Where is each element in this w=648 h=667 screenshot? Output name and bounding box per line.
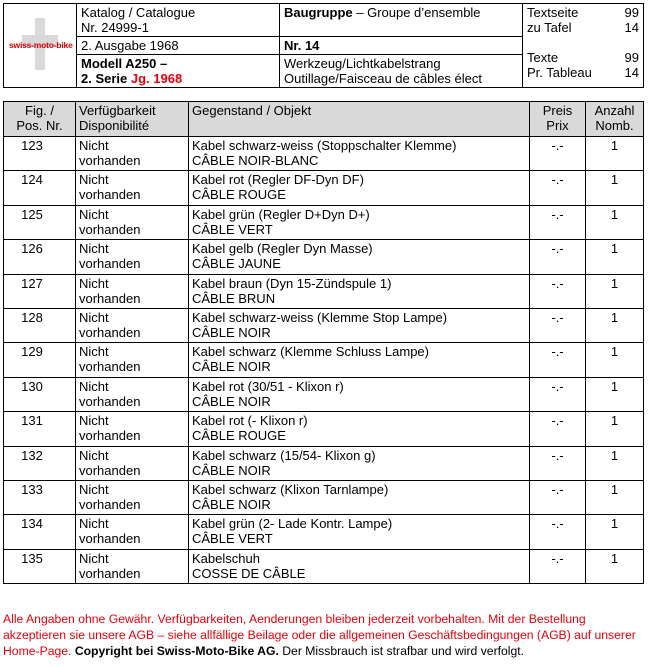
- object-de: Kabel rot (30/51 - Klixon r): [192, 378, 344, 394]
- price-cell: [530, 274, 586, 308]
- text-page-label: Textseite: [527, 5, 579, 20]
- object-de: Kabel schwarz-weiss (Klemme Stop Lampe): [192, 309, 448, 325]
- catalogue-number: Nr. 24999-1: [81, 20, 149, 35]
- pos-pos: 134: [21, 516, 43, 532]
- table-row: [4, 205, 644, 239]
- footer-misuse: Der Missbrauch ist strafbar und wird verfolgt.: [282, 644, 525, 658]
- object-cell: [189, 240, 530, 274]
- texte-line: [527, 50, 639, 65]
- availability-cell: [76, 515, 189, 549]
- pos-pos: 133: [21, 481, 43, 497]
- table-row: [4, 240, 644, 274]
- model-cell: [77, 55, 280, 88]
- group-title-rest: – Groupe d’ensemble: [352, 5, 481, 20]
- parts-table-body: [4, 137, 644, 584]
- pos-cell: [4, 480, 76, 514]
- pos-pos: 127: [21, 275, 43, 291]
- availability-avail1: Nicht: [79, 378, 109, 394]
- object-de: Kabel rot (Regler DF-Dyn DF): [192, 172, 364, 188]
- qty-qty: 1: [610, 550, 619, 566]
- qty-cell: [586, 171, 644, 205]
- availability-cell: [76, 412, 189, 446]
- availability-avail1: Nicht: [79, 241, 109, 257]
- availability-avail2: vorhanden: [79, 428, 141, 444]
- qty-qty: 1: [610, 172, 619, 188]
- availability-avail1: Nicht: [79, 309, 109, 325]
- object-cell: [189, 515, 530, 549]
- footer-copyright: Copyright bei Swiss-Moto-Bike AG.: [74, 644, 279, 658]
- group-title-bold: Baugruppe: [284, 5, 353, 20]
- availability-cell: [76, 480, 189, 514]
- price-price: -.-: [551, 138, 564, 153]
- qty-cell: [586, 308, 644, 342]
- price-cell: [530, 377, 586, 411]
- pos-pos: 130: [21, 378, 43, 394]
- pos-cell: [4, 412, 76, 446]
- qty-cell: [586, 446, 644, 480]
- pos-cell: [4, 446, 76, 480]
- object-fr: CÂBLE JAUNE: [192, 256, 281, 272]
- price-cell: [530, 171, 586, 205]
- qty-qty: 1: [610, 516, 619, 532]
- availability-cell: [76, 137, 189, 171]
- pos-cell: [4, 274, 76, 308]
- availability-avail2: vorhanden: [79, 290, 141, 306]
- object-cell: [189, 274, 530, 308]
- parts-table: [3, 101, 644, 584]
- object-de: Kabel grün (Regler D+Dyn D+): [192, 206, 370, 222]
- table-row: [4, 515, 644, 549]
- pos-pos: 131: [21, 413, 43, 429]
- group-number: Nr. 14: [284, 38, 320, 53]
- availability-avail2: vorhanden: [79, 324, 141, 340]
- to-plate-label: zu Tafel: [527, 20, 572, 35]
- availability-avail2: vorhanden: [79, 496, 141, 512]
- price-cell: [530, 205, 586, 239]
- pos-pos: 125: [21, 206, 43, 222]
- qty-cell: [586, 480, 644, 514]
- availability-avail2: vorhanden: [79, 359, 141, 375]
- col-header-pos: Fig. / Pos. Nr.: [4, 102, 76, 137]
- catalogue-label: Katalog / Catalogue: [81, 5, 196, 20]
- object-fr: CÂBLE NOIR: [192, 359, 271, 375]
- object-de: Kabelschuh: [192, 550, 260, 566]
- availability-cell: [76, 377, 189, 411]
- availability-avail1: Nicht: [79, 275, 109, 291]
- availability-avail2: vorhanden: [79, 393, 141, 409]
- col-header-availability: Verfügbarkeit Disponibilité: [76, 102, 189, 137]
- col-header-qty: Anzahl Nomb.: [586, 102, 644, 137]
- object-cell: [189, 480, 530, 514]
- logo-wordmark: swiss-moto-bike: [9, 40, 73, 50]
- pos-cell: [4, 171, 76, 205]
- availability-cell: [76, 240, 189, 274]
- qty-cell: [586, 240, 644, 274]
- availability-avail1: Nicht: [79, 172, 109, 188]
- object-cell: [189, 343, 530, 377]
- availability-cell: [76, 274, 189, 308]
- tableau-value: 14: [624, 65, 639, 80]
- qty-cell: [586, 205, 644, 239]
- parts-table-header-row: [4, 102, 644, 137]
- pos-cell: [4, 205, 76, 239]
- pos-pos: 128: [21, 309, 43, 325]
- pos-cell: [4, 549, 76, 583]
- availability-avail2: vorhanden: [79, 187, 141, 203]
- object-cell: [189, 549, 530, 583]
- price-price: -.-: [551, 516, 564, 532]
- pos-pos: 129: [21, 344, 43, 360]
- object-cell: [189, 205, 530, 239]
- catalogue-cell: [77, 4, 280, 37]
- qty-qty: 1: [610, 206, 619, 222]
- availability-avail1: Nicht: [79, 550, 109, 566]
- availability-avail2: vorhanden: [79, 221, 141, 237]
- table-row: [4, 137, 644, 171]
- text-page-value: 99: [624, 5, 639, 20]
- price-price: -.-: [551, 275, 564, 291]
- col-header-object: Gegenstand / Objekt: [189, 102, 530, 137]
- texte-label: Texte: [527, 50, 559, 65]
- object-fr: COSSE DE CÂBLE: [192, 565, 306, 581]
- availability-avail1: Nicht: [79, 206, 109, 222]
- object-de: Kabel schwarz-weiss (Stoppschalter Klemme): [192, 138, 457, 153]
- object-cell: [189, 137, 530, 171]
- table-row: [4, 480, 644, 514]
- availability-avail1: Nicht: [79, 344, 109, 360]
- qty-qty: 1: [610, 447, 619, 463]
- table-row: [4, 377, 644, 411]
- pos-cell: [4, 308, 76, 342]
- object-de: Kabel schwarz (Klemme Schluss Lampe): [192, 344, 429, 360]
- footer-disclaimer: [3, 611, 648, 659]
- col-header-price: Preis Prix: [530, 102, 586, 137]
- qty-qty: 1: [610, 138, 619, 153]
- table-row: [4, 171, 644, 205]
- availability-cell: [76, 446, 189, 480]
- price-cell: [530, 549, 586, 583]
- object-de: Kabel grün (2- Lade Kontr. Lampe): [192, 516, 393, 532]
- price-price: -.-: [551, 550, 564, 566]
- qty-cell: [586, 515, 644, 549]
- object-cell: [189, 377, 530, 411]
- texte-value: 99: [624, 50, 639, 65]
- qty-cell: [586, 274, 644, 308]
- to-plate-line: [527, 20, 639, 35]
- page-reference-cell: [523, 4, 644, 88]
- object-fr: CÂBLE NOIR: [192, 462, 271, 478]
- tableau-line: [527, 65, 639, 80]
- text-page-line: [527, 5, 639, 20]
- price-price: -.-: [551, 172, 564, 188]
- availability-avail1: Nicht: [79, 447, 109, 463]
- pos-pos: 126: [21, 241, 43, 257]
- pos-cell: [4, 377, 76, 411]
- price-price: -.-: [551, 206, 564, 222]
- table-row: [4, 549, 644, 583]
- table-row: [4, 274, 644, 308]
- logo-cell: [4, 4, 77, 88]
- pos-pos: 132: [21, 447, 43, 463]
- availability-avail2: vorhanden: [79, 153, 141, 168]
- qty-cell: [586, 137, 644, 171]
- price-price: -.-: [551, 413, 564, 429]
- price-price: -.-: [551, 481, 564, 497]
- price-cell: [530, 515, 586, 549]
- object-fr: CÂBLE VERT: [192, 221, 273, 237]
- object-fr: CÂBLE NOIR: [192, 393, 271, 409]
- qty-qty: 1: [610, 241, 619, 257]
- qty-cell: [586, 549, 644, 583]
- object-cell: [189, 446, 530, 480]
- price-cell: [530, 412, 586, 446]
- qty-cell: [586, 343, 644, 377]
- pos-pos: 135: [21, 550, 43, 566]
- series-prefix: 2. Serie: [81, 71, 131, 86]
- table-row: [4, 412, 644, 446]
- object-cell: [189, 412, 530, 446]
- availability-cell: [76, 308, 189, 342]
- object-fr: CÂBLE NOIR: [192, 496, 271, 512]
- qty-qty: 1: [610, 413, 619, 429]
- group-name-cell: [280, 55, 523, 88]
- pos-cell: [4, 343, 76, 377]
- availability-avail1: Nicht: [79, 481, 109, 497]
- availability-avail2: vorhanden: [79, 462, 141, 478]
- price-cell: [530, 480, 586, 514]
- group-title-cell: [280, 4, 523, 37]
- price-cell: [530, 137, 586, 171]
- object-de: Kabel schwarz (Klixon Tarnlampe): [192, 481, 389, 497]
- price-price: -.-: [551, 309, 564, 325]
- object-fr: CÂBLE VERT: [192, 531, 273, 547]
- qty-qty: 1: [610, 309, 619, 325]
- table-row: [4, 308, 644, 342]
- qty-cell: [586, 412, 644, 446]
- price-price: -.-: [551, 447, 564, 463]
- availability-avail1: Nicht: [79, 138, 109, 153]
- pos-cell: [4, 137, 76, 171]
- pos-cell: [4, 240, 76, 274]
- group-name-fr: Outillage/Faisceau de câbles élect: [284, 71, 483, 86]
- footer-warning: Alle Angaben ohne Gewähr. Verfügbarkeiten, Aenderungen bleiben jederzeit vorbehalten. Mit der Bestellung akzeptieren sie unsere AGB – siehe allfällige Beilage oder die allgemeinen Geschäftsbedingungen (AGB) auf unserer Home-Page.: [3, 612, 636, 658]
- model-name: Modell A250 –: [81, 56, 168, 71]
- table-row: [4, 446, 644, 480]
- tableau-label: Pr. Tableau: [527, 65, 592, 80]
- object-fr: CÂBLE ROUGE: [192, 187, 286, 203]
- object-fr: CÂBLE ROUGE: [192, 428, 286, 444]
- qty-qty: 1: [610, 481, 619, 497]
- series-year: Jg. 1968: [130, 71, 183, 86]
- pos-pos: 124: [21, 172, 43, 188]
- price-cell: [530, 308, 586, 342]
- table-row: [4, 343, 644, 377]
- pos-cell: [4, 515, 76, 549]
- group-number-cell: [280, 37, 523, 55]
- availability-cell: [76, 205, 189, 239]
- qty-qty: 1: [610, 344, 619, 360]
- object-de: Kabel rot (- Klixon r): [192, 413, 308, 429]
- object-cell: [189, 171, 530, 205]
- pos-pos: 123: [21, 138, 43, 153]
- availability-avail2: vorhanden: [79, 531, 141, 547]
- group-name-de: Werkzeug/Lichtkabelstrang: [284, 56, 441, 71]
- object-de: Kabel schwarz (15/54- Klixon g): [192, 447, 376, 463]
- availability-avail2: vorhanden: [79, 256, 141, 272]
- qty-qty: 1: [610, 378, 619, 394]
- availability-cell: [76, 171, 189, 205]
- price-price: -.-: [551, 378, 564, 394]
- edition-cell: 2. Ausgabe 1968: [77, 37, 280, 55]
- to-plate-value: 14: [624, 20, 639, 35]
- price-cell: [530, 240, 586, 274]
- catalogue-header: [3, 3, 644, 88]
- swiss-moto-bike-logo: [9, 14, 71, 74]
- object-de: Kabel gelb (Regler Dyn Masse): [192, 241, 373, 257]
- price-cell: [530, 446, 586, 480]
- price-cell: [530, 343, 586, 377]
- qty-cell: [586, 377, 644, 411]
- model-series: [81, 71, 275, 86]
- object-fr: CÂBLE NOIR-BLANC: [192, 153, 319, 168]
- object-fr: CÂBLE BRUN: [192, 290, 276, 306]
- availability-cell: [76, 549, 189, 583]
- price-price: -.-: [551, 241, 564, 257]
- availability-avail1: Nicht: [79, 516, 109, 532]
- object-fr: CÂBLE NOIR: [192, 324, 271, 340]
- availability-cell: [76, 343, 189, 377]
- availability-avail1: Nicht: [79, 413, 109, 429]
- object-cell: [189, 308, 530, 342]
- object-de: Kabel braun (Dyn 15-Zündspule 1): [192, 275, 392, 291]
- availability-avail2: vorhanden: [79, 565, 141, 581]
- price-price: -.-: [551, 344, 564, 360]
- qty-qty: 1: [610, 275, 619, 291]
